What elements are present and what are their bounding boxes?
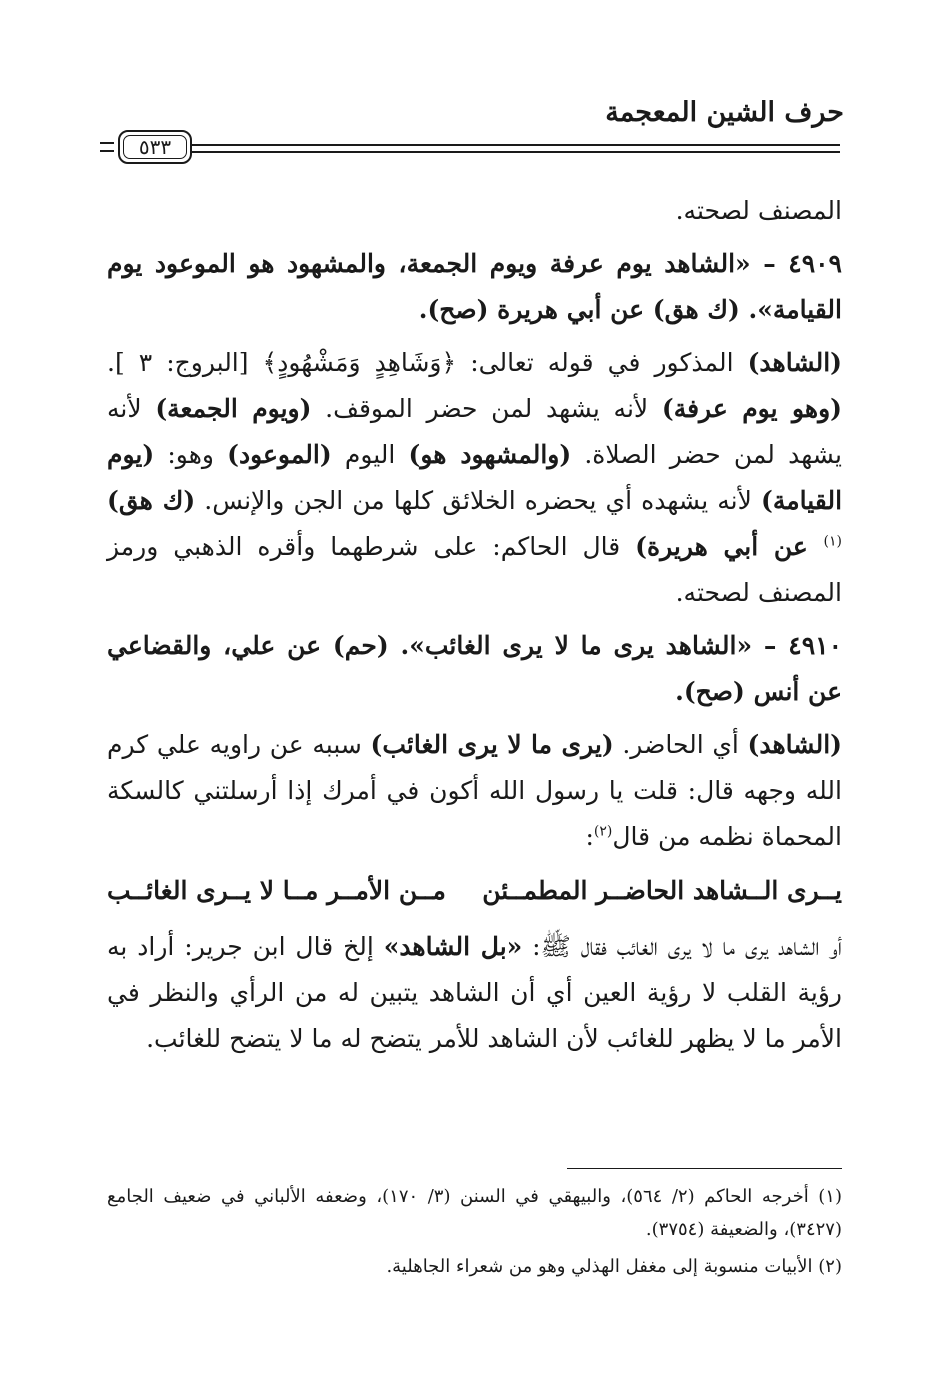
hadith-4909	[107, 241, 842, 333]
commentary-continued	[107, 924, 842, 1062]
verse-first-hemistich: يــرى الــشاهد الحاضــر المطمــئن	[482, 876, 842, 905]
page-number-frame	[118, 130, 192, 164]
main-text	[107, 188, 842, 1069]
commentary-text: لأنه يشهده أي يحضره الخلائق كلها من الجن والإنس.	[195, 486, 762, 515]
footnote-1: (١) أخرجه الحاكم (٢/ ٥٦٤)، والبيهقي في السنن (٣/ ١٧٠)، وضعفه الألباني في ضعيف الجامع (٣٤٢٧)، والضعيفة (٣٧٥٤).	[107, 1186, 842, 1240]
commentary-text: أو الشاهد يرى ما لا يرى الغائب فقال ﷺ:	[522, 932, 842, 961]
page-number: ٥٣٣	[123, 135, 187, 159]
commentary-text: قال الحاكم: على شرطهما وأقره الذهبي ورمز المصنف لصحته.	[107, 532, 842, 607]
commentary-text: إلخ قال ابن جرير: أراد به رؤية القلب لا رؤية العين أي أن الشاهد يتبين له من الرأي والنظر في الأمر ما لا يظهر للغائب لأن الشاهد للأمر يتضح له ما لا يتضح للغائب.	[107, 932, 842, 1053]
continuation-text: المصنف لصحته.	[675, 196, 842, 225]
term: «بل الشاهد»	[383, 932, 523, 961]
header-rule	[100, 134, 840, 174]
hadith-text: «الشاهد يوم عرفة ويوم الجمعة، والمشهود هو الموعود يوم القيامة». (ك هق) عن أبي هريرة (صح).	[107, 249, 842, 324]
term: (الشاهد)	[747, 730, 842, 759]
footnote-ref-1[interactable]: (١)	[823, 533, 842, 550]
footnote-ref-2[interactable]: (٢)	[593, 823, 613, 840]
commentary-text: :	[585, 822, 594, 851]
hadith-4910	[107, 623, 842, 715]
double-rule-line	[192, 144, 840, 153]
commentary-text: وهو:	[154, 440, 228, 469]
commentary-4910	[107, 722, 842, 860]
commentary-text: أي الحاضر.	[613, 730, 748, 759]
footnote-2: (٢) الأبيات منسوبة إلى مغفل الهذلي وهو من شعراء الجاهلية.	[386, 1256, 842, 1277]
term: (وهو يوم عرفة)	[661, 394, 842, 423]
term: (الشاهد)	[747, 348, 843, 377]
footnotes	[107, 1180, 842, 1287]
term: (يوم القيامة)	[107, 440, 843, 515]
term: (الموعود)	[227, 440, 332, 469]
commentary-text: اليوم	[331, 440, 409, 469]
verse-second-hemistich: مــن الأمــر مــا لا يــرى الغائــب	[107, 876, 446, 905]
commentary-4909	[107, 340, 842, 616]
paragraph-continuation	[107, 188, 842, 234]
term: (يرى ما لا يرى الغائب)	[370, 730, 614, 759]
commentary-text: المذكور في قوله تعالى: ﴿وَشَاهِدٍ وَمَشْهُودٍ﴾ [البروج: ٣ ].	[107, 348, 748, 377]
running-title: حرف الشين المعجمة	[605, 97, 844, 128]
commentary-text: سببه عن راويه علي كرم الله وجهه قال: قلت يا رسول الله أكون في أمرك إذا أرسلتني كالسكة المحماة نظمه من قال	[107, 730, 842, 851]
term: عن أبي هريرة)	[635, 532, 824, 561]
hadith-number: ٤٩٠٩ –	[750, 249, 842, 278]
hadith-number: ٤٩١٠ –	[752, 631, 842, 660]
hadith-text: «الشاهد يرى ما لا يرى الغائب». (حم) عن علي، والقضاعي عن أنس (صح).	[107, 631, 842, 706]
footnote-separator	[567, 1168, 842, 1169]
term: (ك هق)	[107, 486, 196, 515]
poetry-verse	[107, 868, 842, 914]
rule-end-mark	[100, 142, 114, 152]
term: (ويوم الجمعة)	[155, 394, 312, 423]
term: (والمشهود هو)	[408, 440, 572, 469]
commentary-text: لأنه يشهد لمن حضر الصلاة.	[107, 394, 842, 469]
commentary-text: لأنه يشهد لمن حضر الموقف.	[311, 394, 662, 423]
